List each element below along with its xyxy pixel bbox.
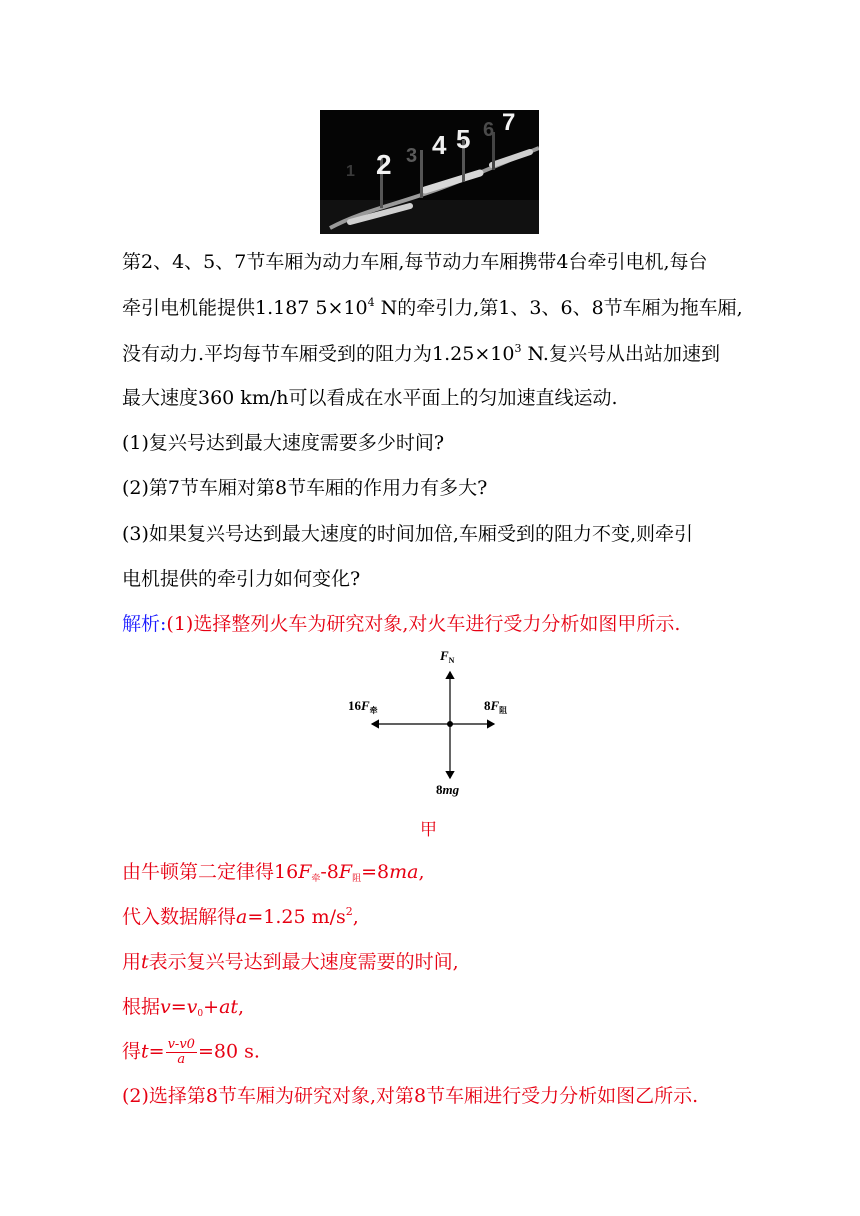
problem-line-1: 第2、4、5、7节车厢为动力车厢,每节动力车厢携带4台牵引电机,每台 (122, 251, 708, 273)
question-3-line-1: (3)如果复兴号达到最大速度的时间加倍,车厢受到的阻力不变,则牵引 (122, 523, 693, 545)
problem-line-3: 没有动力.平均每节车厢受到的阻力为$1.25\times 10^3$ N.复兴号从出站加速到 (122, 342, 720, 365)
equation-newton: 由牛顿第二定律得$16F_牵-8F_阻=8ma$, (122, 861, 425, 884)
solution-step-1: 解析:(1)选择整列火车为研究对象,对火车进行受力分析如图甲所示. (122, 613, 681, 635)
car-number-1: 1 (346, 163, 355, 180)
equation-acceleration: 代入数据解得a=1.25 $m/s^2$, (122, 905, 359, 928)
normal-force-label: $F_N$ (440, 648, 455, 665)
problem-line-4: 最大速度360 km/h可以看成在水平面上的匀加速直线运动. (122, 387, 618, 409)
question-3-line-2: 电机提供的牵引力如何变化? (122, 568, 361, 590)
solution-label: 解析: (122, 613, 167, 635)
solution-step-2: (2)选择第8节车厢为研究对象,对第8节车厢进行受力分析如图乙所示. (122, 1085, 699, 1107)
equation-time-result: 得t= $\frac{v-v0}{a}$ =80 s. (122, 1037, 260, 1067)
traction-force-label: $16F_牵$ (348, 698, 378, 715)
problem-line-2: 牵引电机能提供1.187 $5\times 10^4$ N的牵引力,第1、3、6、8节车厢为拖车厢, (122, 296, 743, 319)
car-number-5: 5 (456, 124, 471, 154)
free-body-diagram (340, 642, 520, 802)
gravity-label: 8mg (436, 782, 460, 797)
resistance-force-label: $8F_阻$ (484, 698, 508, 715)
equation-kinematics: 根据$v=v_0+at$, (122, 996, 245, 1019)
car-number-4: 4 (432, 130, 447, 160)
question-1: (1)复兴号达到最大速度需要多少时间? (122, 432, 445, 454)
train-photo (320, 110, 539, 234)
force-arrows (340, 642, 520, 802)
question-2: (2)第7节车厢对第8节车厢的作用力有多大? (122, 477, 488, 499)
train-photo-icon (320, 110, 539, 234)
car-number-7: 7 (502, 110, 516, 136)
equation-time-definition: 用t表示复兴号达到最大速度需要的时间, (122, 951, 459, 973)
car-number-2: 2 (376, 149, 392, 180)
fraction: $\frac{v-v0}{a}$ (167, 1037, 195, 1067)
diagram-caption: 甲 (420, 820, 437, 840)
car-number-6: 6 (483, 119, 495, 141)
car-number-3: 3 (406, 145, 418, 167)
